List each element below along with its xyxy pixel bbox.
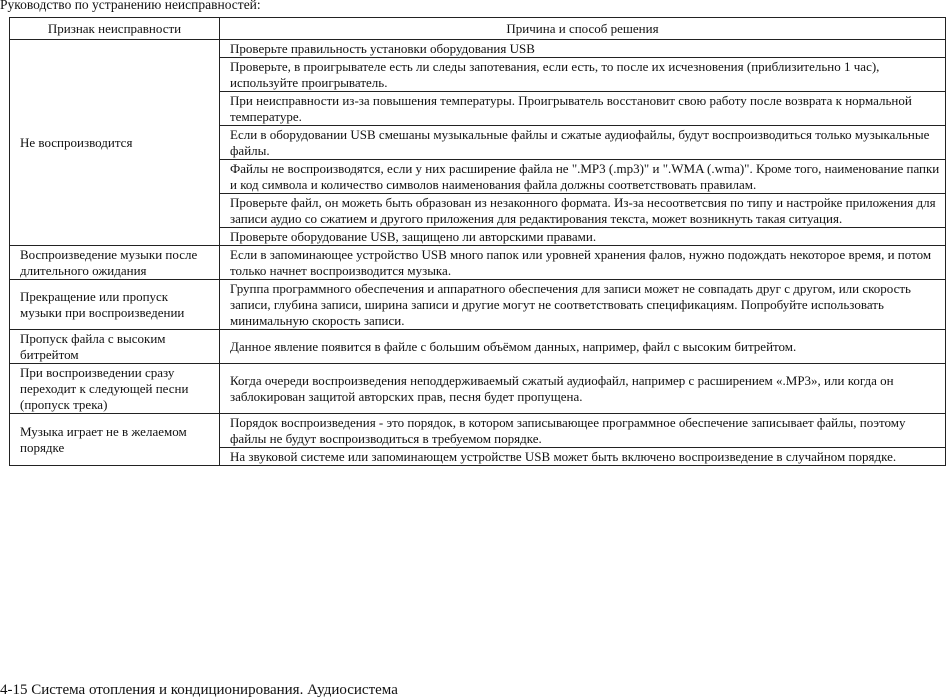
- table-row: [10, 246, 946, 280]
- document-title: Руководство по устранению неисправностей:: [0, 0, 261, 12]
- cause-cell: Проверьте оборудование USB, защищено ли авторскими правами.: [220, 228, 946, 246]
- page-footer: 4-15 Система отопления и кондиционирования. Аудиосистема: [0, 682, 398, 698]
- table-row: [10, 414, 946, 448]
- cause-cell: Проверьте правильность установки оборудования USB: [220, 40, 946, 58]
- cause-cell: На звуковой системе или запоминающем устройстве USB может быть включено воспроизведение в случайном порядке.: [220, 448, 946, 466]
- table-row: [10, 40, 946, 58]
- table-header-row: [10, 18, 946, 40]
- cause-cell: При неисправности из-за повышения температуры. Проигрыватель восстановит свою работу после возврата к нормальной температуре.: [220, 92, 946, 126]
- symptom-cell: Не воспроизводится: [10, 40, 220, 246]
- header-cause-solution: Причина и способ решения: [220, 18, 946, 40]
- symptom-cell: Прекращение или пропуск музыки при воспроизведении: [10, 280, 220, 330]
- table-row: [10, 280, 946, 330]
- table-row: [10, 364, 946, 414]
- symptom-cell: При воспроизведении сразу переходит к следующей песни (пропуск трека): [10, 364, 220, 414]
- cause-cell: Проверьте, в проигрывателе есть ли следы запотевания, если есть, то после их исчезновения (приблизительно 1 час), используйте проигрыватель.: [220, 58, 946, 92]
- cause-cell: Данное явление появится в файле с большим объёмом данных, например, файл с высоким битрейтом.: [220, 330, 946, 364]
- cause-cell: Если в запоминающее устройство USB много папок или уровней хранения фалов, нужно подождать некоторое время, и потом только начнет воспроизводится музыка.: [220, 246, 946, 280]
- cause-cell: Группа программного обеспечения и аппаратного обеспечения для записи может не совпадать друг с другом, или скорость записи, глубина записи, ширина записи и другие могут не соответствовать спецификациям. Попробуйте использовать минимальную скорость записи.: [220, 280, 946, 330]
- cause-cell: Если в оборудовании USB смешаны музыкальные файлы и сжатые аудиофайлы, будут воспроизводиться только музыкальные файлы.: [220, 126, 946, 160]
- symptom-cell: Музыка играет не в желаемом порядке: [10, 414, 220, 466]
- cause-cell: Порядок воспроизведения - это порядок, в котором записывающее программное обеспечение записывает файлы, поэтому файлы не будут воспроизводиться в требуемом порядке.: [220, 414, 946, 448]
- troubleshooting-table: [9, 17, 946, 466]
- symptom-cell: Воспроизведение музыки после длительного ожидания: [10, 246, 220, 280]
- cause-cell: Проверьте файл, он можеть быть образован из незаконного формата. Из-за несоответсвия по типу и настройке приложения для записи аудио со сжатием и другого приложения для редактирования текста, может возникнуть такая ситуация.: [220, 194, 946, 228]
- cause-cell: Когда очереди воспроизведения неподдерживаемый сжатый аудиофайл, например с расширением «.MP3», или когда он заблокирован защитой авторских прав, песня будет пропущена.: [220, 364, 946, 414]
- cause-cell: Файлы не воспроизводятся, если у них расширение файла не ".MP3 (.mp3)" и ".WMA (.wma)". Кроме того, наименование папки и код символа и количество символов наименования файла должны соответствовать правилам.: [220, 160, 946, 194]
- table-row: [10, 330, 946, 364]
- symptom-cell: Пропуск файла с высоким битрейтом: [10, 330, 220, 364]
- header-symptom: Признак неисправности: [10, 18, 220, 40]
